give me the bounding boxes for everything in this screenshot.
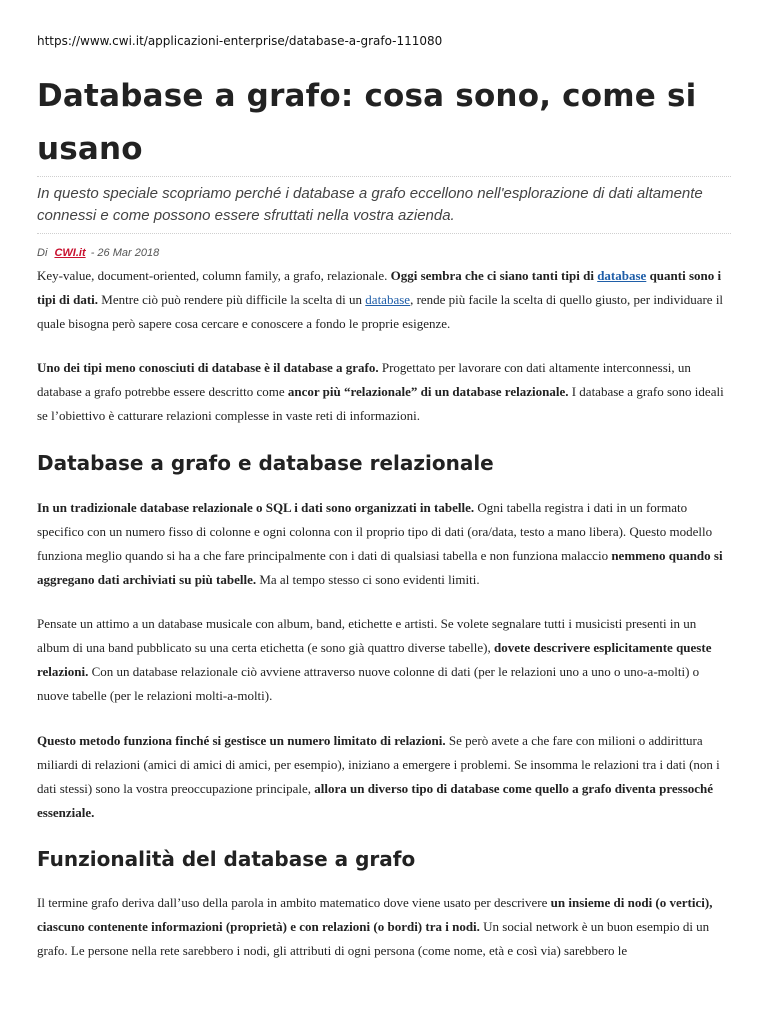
text: Un social network è un buon esempio di un grafo. Le persone nella rete sarebbero i nodi, gli attributi di ogni persona (come nome, età e così via) sarebbero le (37, 919, 710, 958)
section-heading: Funzionalità del database a grafo (37, 847, 416, 871)
bold-text: ancor più “relazionale” di un database relazionale. (287, 384, 569, 399)
paragraph-music-example (37, 612, 731, 708)
bold-text: un insieme di nodi (o vertici), ciascuno contenente informazioni (proprietà) e con relazioni (o bordi) tra i nodi. (37, 895, 713, 934)
paragraph-intro (37, 264, 731, 336)
divider (37, 176, 731, 177)
text: Il termine grafo deriva dall’uso della parola in ambito matematico dove viene usato per descrivere (37, 895, 551, 910)
article-lead: In questo speciale scopriamo perché i database a grafo eccellono nell'esplorazione di dati altamente connessi e come possono essere sfruttati nella vostra azienda. (37, 185, 703, 224)
divider (37, 233, 731, 234)
article-title: Database a grafo: cosa sono, come si usano (37, 78, 697, 167)
section-heading: Database a grafo e database relazionale (37, 451, 494, 475)
paragraph-relational (37, 496, 731, 592)
byline-separator: - (90, 247, 95, 259)
byline (37, 247, 159, 259)
author-link[interactable]: CWI.it (54, 247, 86, 259)
text: Ma al tempo stesso ci sono evidenti limiti. (256, 572, 480, 587)
text: Con un database relazionale ciò avviene attraverso nuove colonne di dati (per le relazioni uno a uno o uno-a-molti) o nuove tabelle (per le relazioni molti-a-molti). (37, 664, 700, 703)
paragraph-graph-db (37, 356, 731, 428)
bold-text: Questo metodo funziona finché si gestisce un numero limitato di relazioni. (37, 733, 446, 748)
bold-text: Oggi sembra che ci siano tanti tipi di (390, 268, 598, 283)
text: Key-value, document-oriented, column family, a grafo, relazionale. (37, 268, 391, 283)
publish-date: 26 Mar 2018 (97, 247, 160, 259)
bold-text: In un tradizionale database relazionale o SQL i dati sono organizzati in tabelle. (37, 500, 475, 515)
paragraph-limits (37, 729, 731, 825)
bold-text: Uno dei tipi meno conosciuti di database è il database a grafo. (37, 360, 379, 375)
bold-text: allora un diverso tipo di database come quello a grafo diventa pressoché essenziale. (37, 781, 714, 820)
text: Mentre ciò può rendere più difficile la scelta di un (98, 292, 366, 307)
text: I database a grafo sono ideali se l’obiettivo è catturare relazioni complesse in vaste reti di informazioni. (37, 384, 724, 423)
bold-text: nemmeno quando si aggregano dati archiviati su più tabelle. (37, 548, 723, 587)
text: , rende più facile la scelta di quello giusto, per individuare il quale bisogna però sapere cosa cercare e conoscere a fondo le proprie esigenze. (37, 292, 724, 331)
page-url[interactable]: https://www.cwi.it/applicazioni-enterprise/database-a-grafo-111080 (37, 34, 443, 48)
text: Se però avete a che fare con milioni o addirittura miliardi di relazioni (amici di amici di amici, per esempio), iniziano a emergere i problemi. Se insomma le relazioni tra i dati (non i dati stessi) sono la vostra preoccupazione principale, (37, 733, 720, 796)
text: Progettato per lavorare con dati altamente interconnessi, un database a grafo potrebbe essere descritto come (37, 360, 691, 399)
database-link[interactable]: database (597, 268, 647, 283)
bold-text: quanti sono i tipi di dati. (37, 268, 722, 307)
text: Ogni tabella registra i dati in un formato specifico con un numero fisso di colonne e ogni colonna con il proprio tipo di dati (ora/data, testo a mano libera). Questo modello funziona meglio quando si ha a che fare principalmente con i dati di qualsiasi tabella e non funziona malaccio (37, 500, 713, 563)
database-link[interactable]: database (365, 292, 411, 307)
byline-prefix: Di (37, 247, 48, 259)
bold-text: dovete descrivere esplicitamente queste relazioni. (37, 640, 712, 679)
text: Pensate un attimo a un database musicale con album, band, etichette e artisti. Se volete segnalare tutti i musicisti presenti in un album di una band pubblicato su una certa etichetta (e sono già quattro diverse tabelle), (37, 616, 697, 655)
paragraph-graph-functions (37, 891, 731, 963)
